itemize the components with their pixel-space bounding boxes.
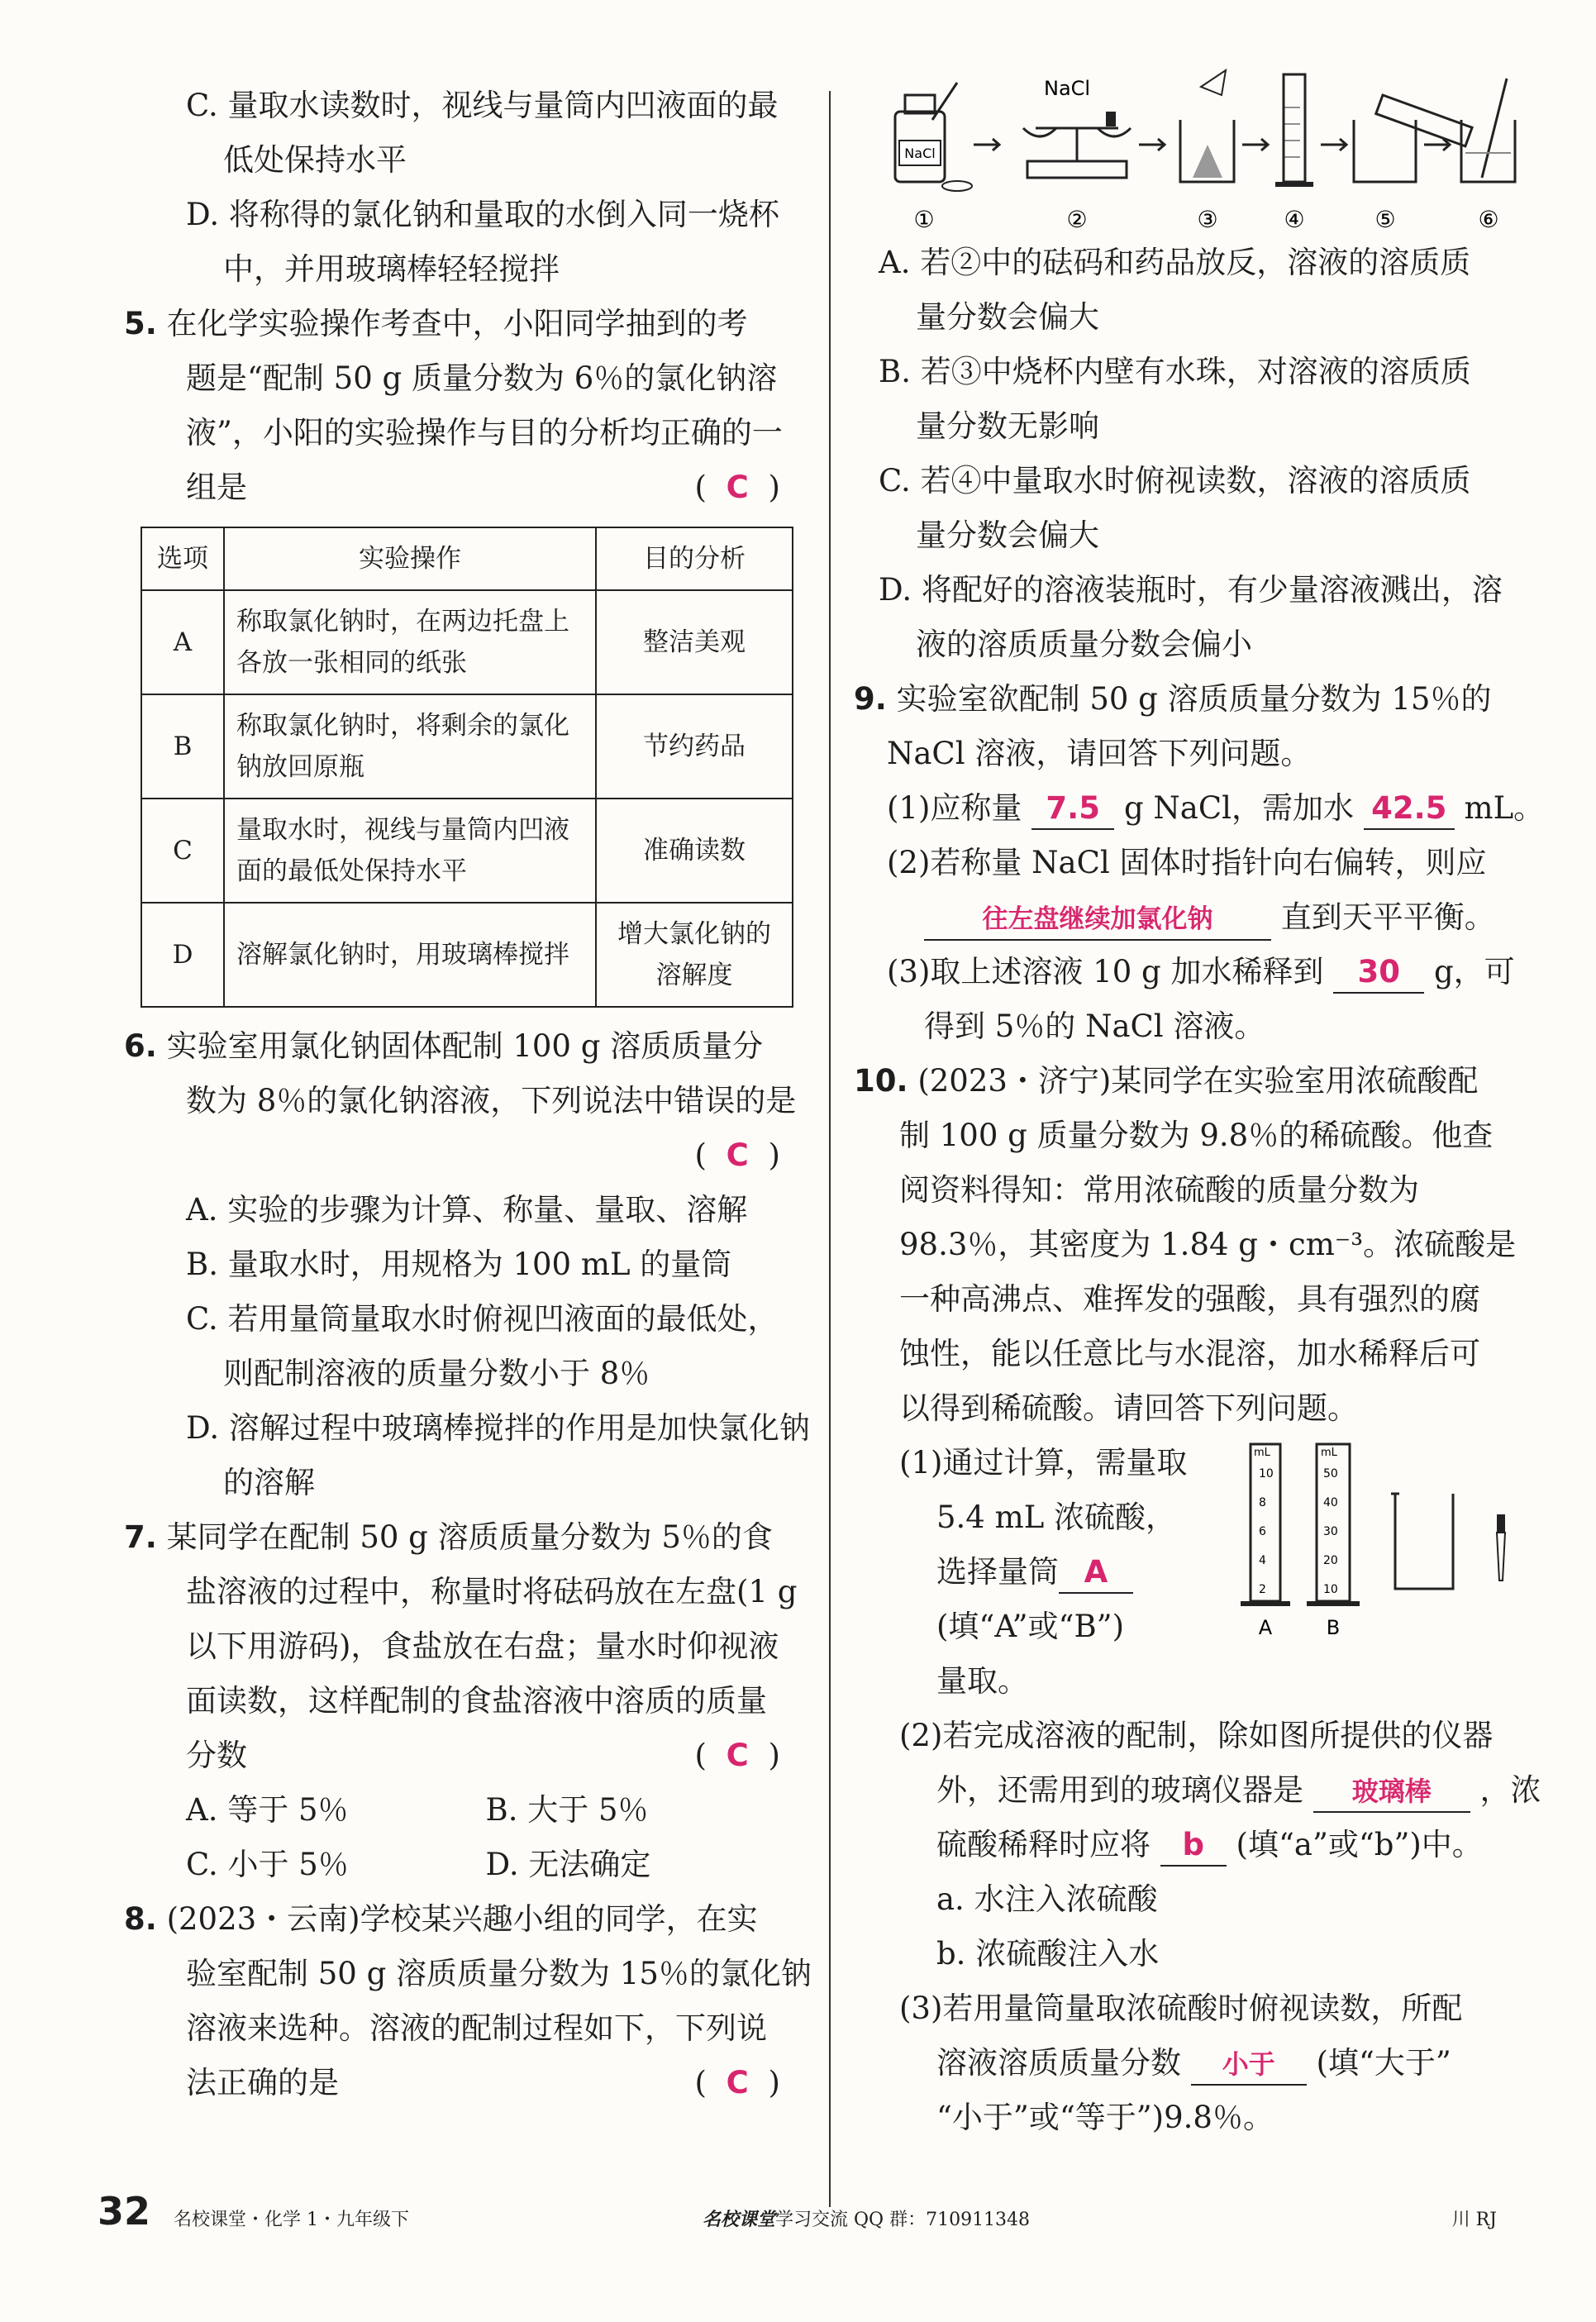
q6-answer: C [726,1137,754,1173]
table-row [141,903,793,1007]
q9-number: 9. [854,681,887,717]
q9-answer-salt: 7.5 [1031,789,1114,830]
cylinder-a-label: A [1258,1616,1273,1639]
q6-number: 6. [124,1028,157,1064]
cylinder-a-tick: 10 [1259,1467,1274,1480]
q7-option-c: C. 小于 5％ [186,1847,349,1882]
q7-option-b: B. 大于 5％ [485,1792,649,1828]
step-label: ⑥ [1478,206,1499,233]
cylinder-a-tick: 6 [1259,1525,1266,1538]
q7-number: 7. [124,1519,157,1555]
q8-option-c-line2: 量分数会偏大 [916,517,1099,553]
q7-stem-line3: 以下用游码)，食盐放在右盘；量水时仰视液 [186,1628,779,1664]
q6-answer-paren: ( C ) [694,1137,785,1173]
q10-option-a: a. 水注入浓硫酸 [936,1881,1158,1917]
table-cell-option: C [141,799,224,903]
q10-answer-order: b [1160,1825,1227,1867]
q10-stem-line3: 阅资料得知：常用浓硫酸的质量分数为 [899,1172,1419,1208]
q10-part3-text2: 溶液溶质质量分数 [936,2045,1181,2081]
q10-answer-cylinder: A [1059,1552,1133,1594]
q5-stem-line4: 组是 [186,470,247,505]
q9-answer-dilute: 30 [1333,952,1424,994]
table-row [141,799,793,903]
q6-option-a: A. 实验的步骤为计算、称量、量取、溶解 [186,1192,748,1228]
q10-answer-glass-rod: 玻璃棒 [1313,1771,1470,1813]
page-footer [0,2189,1596,2239]
q10-part3-text3: (填“大于” [1316,2045,1451,2081]
edition-label: 川 RJ [1451,2210,1497,2230]
table-cell-operation: 溶解氯化钠时，用玻璃棒搅拌 [224,903,596,1007]
right-column [854,77,1545,2145]
cylinder-b-tick: 40 [1323,1496,1338,1509]
q5-number: 5. [124,306,157,341]
cylinder-b-label: B [1326,1616,1341,1639]
q10-stem-line2: 制 100 g 质量分数为 9.8％的稀硫酸。他查 [899,1118,1494,1153]
q5-answer-paren: ( C ) [694,470,785,505]
question-9 [854,672,1545,1054]
q10-part2-text4: 硫酸稀释时应将 [936,1827,1151,1862]
q10-stem-line7: 以得到稀硫酸。请回答下列问题。 [899,1390,1358,1426]
q10-stem-line4: 98.3％，其密度为 1.84 g・cm⁻³。浓硫酸是 [899,1227,1517,1262]
q9-part1-text: (1)应称量 [887,790,1022,826]
q9-part2-text2: 直到天平平衡。 [1280,899,1495,935]
reagent-bottle-icon [895,83,972,191]
question-8 [124,1892,812,2110]
q10-part2-text: (2)若完成溶液的配制，除如图所提供的仪器 [899,1718,1494,1753]
page-number: 32 [98,2189,151,2234]
cylinder-b-tick: 10 [1323,1583,1338,1596]
step-label: ④ [1284,206,1305,233]
q6-option-c-line2: 则配制溶液的质量分数小于 8％ [223,1356,650,1391]
step-label: ② [1066,206,1088,233]
q10-part1-line5: 量取。 [936,1663,1028,1699]
brand-logo: 名校课堂 [703,2209,776,2230]
stirring-beaker-icon [1461,79,1515,182]
q6-stem-line2: 数为 8％的氯化钠溶液，下列说法中错误的是 [186,1083,797,1118]
q4-option-c-line1: C. 量取水读数时，视线与量筒内凹液面的最 [186,88,779,123]
q10-part2-text5: (填“a”或“b”)中。 [1236,1827,1483,1862]
q9-stem-line1: 实验室欲配制 50 g 溶质质量分数为 15％的 [896,681,1492,717]
cylinder-a-tick: 2 [1259,1583,1266,1596]
series-title: 名校课堂・化学 1・九年级下 [174,2210,409,2230]
q10-stem-line5: 一种高沸点、难挥发的强酸，具有强烈的腐 [899,1281,1480,1317]
step-label: ① [913,206,935,233]
q8-stem-line2: 验室配制 50 g 溶质质量分数为 15％的氯化钠 [186,1956,812,1991]
q9-stem-line2: NaCl 溶液，请回答下列问题。 [887,736,1312,771]
q8-answer-paren: ( C ) [694,2065,785,2100]
step-label: ⑤ [1374,206,1396,233]
q8-stem-line1: (2023・云南)学校某兴趣小组的同学，在实 [166,1901,758,1937]
q5-stem-line3: 液”，小阳的实验操作与目的分析均正确的一 [186,415,783,451]
table-cell-goal: 整洁美观 [596,590,793,694]
question-10 [854,1054,1541,2145]
q7-stem-line2: 盐溶液的过程中，称量时将砝码放在左盘(1 g [186,1574,798,1609]
table-cell-goal: 准确读数 [596,799,793,903]
beaker-icon [1391,1494,1453,1589]
question-6 [124,1019,810,1510]
footer-brand [703,2205,1030,2231]
q6-option-d-line2: 的溶解 [223,1465,315,1500]
cylinder-b-tick: 50 [1323,1467,1338,1480]
q8-option-b-line1: B. 若③中烧杯内壁有水珠，对溶液的溶质质 [879,354,1471,389]
table-cell-option: A [141,590,224,694]
cylinder-a-icon [1241,1444,1290,1639]
cylinder-b-tick: 30 [1323,1525,1338,1538]
q10-part1-line4: (填“A”或“B”) [936,1609,1125,1644]
q7-answer-paren: ( C ) [694,1738,785,1773]
q5-table [141,527,793,1008]
q10-stem-line1: (2023・济宁)某同学在实验室用浓硫酸配 [917,1063,1479,1099]
table-row [141,590,793,694]
q8-option-a-line1: A. 若②中的砝码和药品放反，溶液的溶质质 [879,245,1471,280]
table-cell-option: D [141,903,224,1007]
q9-part3-text3: 得到 5％的 NaCl 溶液。 [924,1008,1265,1044]
q10-apparatus-figure [1234,1436,1532,1651]
q10-number: 10. [854,1063,908,1099]
step-label: ③ [1197,206,1218,233]
q10-part1-line2: 5.4 mL 浓硫酸， [936,1500,1177,1535]
q8-option-c-line1: C. 若④中量取水时俯视读数，溶液的溶质质 [879,463,1471,498]
q8-option-b-line2: 量分数无影响 [916,408,1099,444]
q7-stem-line4: 面读数，这样配制的食盐溶液中溶质的质量 [186,1683,767,1719]
qq-group: 学习交流 QQ 群：710911348 [775,2210,1031,2230]
left-column [124,79,812,2110]
table-cell-option: B [141,694,224,799]
q9-answer-balance: 往左盘继续加氯化钠 [924,899,1271,941]
q9-answer-water: 42.5 [1364,789,1455,830]
table-header-goal: 目的分析 [596,527,793,590]
q8-number: 8. [124,1901,157,1937]
table-cell-operation: 称取氯化钠时，在两边托盘上各放一张相同的纸张 [224,590,596,694]
q8-option-d-line2: 液的溶质质量分数会偏小 [916,627,1252,662]
q7-option-d: D. 无法确定 [485,1847,651,1882]
q10-part2-text2: 外，还需用到的玻璃仪器是 [936,1772,1303,1808]
q9-part1-text2: g NaCl，需加水 [1123,790,1354,826]
bottle-label: NaCl [904,145,936,161]
q10-part3-text4: “小于”或“等于”)9.8％。 [936,2100,1274,2135]
q5-stem-line2: 题是“配制 50 g 质量分数为 6％的氯化钠溶 [186,360,778,396]
table-header-row [141,527,793,590]
table-cell-goal: 增大氯化钠的溶解度 [596,903,793,1007]
beaker-funnel-icon [1180,70,1234,182]
q8-option-a-line2: 量分数会偏大 [916,299,1099,335]
cylinder-a-unit: mL [1254,1447,1270,1459]
q4-option-d-line1: D. 将称得的氯化钠和量取的水倒入同一烧杯 [186,197,779,232]
q10-part1-line1: (1)通过计算，需量取 [899,1445,1188,1480]
q10-part2-text3: ，浓 [1479,1772,1541,1808]
q10-part1-line3: 选择量筒 [936,1554,1059,1590]
q7-option-a: A. 等于 5％ [186,1792,349,1828]
table-cell-goal: 节约药品 [596,694,793,799]
table-cell-operation: 量取水时，视线与量筒内凹液面的最低处保持水平 [224,799,596,903]
q7-stem-line5: 分数 [186,1738,247,1773]
graduated-cylinder-icon [1275,74,1313,187]
question-5 [124,297,785,1008]
q10-option-b: b. 浓硫酸注入水 [936,1936,1160,1972]
q10-stem-line6: 蚀性，能以任意比与水混溶，加水稀释后可 [899,1336,1480,1371]
dropper-icon [1497,1514,1505,1581]
q8-stem-line4: 法正确的是 [186,2065,339,2100]
q9-part2-text: (2)若称量 NaCl 固体时指针向右偏转，则应 [887,845,1487,880]
q6-option-d-line1: D. 溶解过程中玻璃棒搅拌的作用是加快氯化钠 [186,1410,810,1446]
q7-answer: C [726,1738,754,1773]
cylinder-b-tick: 20 [1323,1554,1338,1567]
q8-option-d-line1: D. 将配好的溶液装瓶时，有少量溶液溅出，溶 [879,572,1503,608]
cylinder-a-tick: 8 [1259,1496,1266,1509]
question-7 [124,1510,798,1892]
figure-nacl-label: NaCl [1044,77,1091,100]
cylinder-b-icon [1307,1444,1360,1639]
table-header-operation: 实验操作 [224,527,596,590]
q9-part3-text: (3)取上述溶液 10 g 加水稀释到 [887,954,1324,989]
cylinder-b-unit: mL [1321,1447,1337,1459]
q6-option-b: B. 量取水时，用规格为 100 mL 的量筒 [186,1247,732,1282]
q6-option-c-line1: C. 若用量筒量取水时俯视凹液面的最低处， [186,1301,779,1337]
q9-part1-text3: mL。 [1464,790,1545,826]
solution-preparation-figure [854,62,1532,236]
pouring-beaker-icon [1354,95,1472,182]
q7-stem-line1: 某同学在配制 50 g 溶质质量分数为 5％的食 [166,1519,773,1555]
table-row [141,694,793,799]
q4-option-d-line2: 中，并用玻璃棒轻轻搅拌 [223,251,560,287]
q5-stem-line1: 在化学实验操作考查中，小阳同学抽到的考 [166,306,748,341]
q9-part3-text2: g，可 [1434,954,1515,989]
table-header-option: 选项 [141,527,224,590]
table-cell-operation: 称取氯化钠时，将剩余的氯化钠放回原瓶 [224,694,596,799]
q10-part3-text: (3)若用量筒量取浓硫酸时俯视读数，所配 [899,1991,1463,2026]
q8-stem-line3: 溶液来选种。溶液的配制过程如下，下列说 [186,2010,767,2046]
q8-answer: C [726,2065,754,2100]
balance-icon [1023,77,1131,178]
q4-option-c-line2: 低处保持水平 [223,142,407,178]
q10-answer-less: 小于 [1191,2044,1307,2086]
q6-stem-line1: 实验室用氯化钠固体配制 100 g 溶质质量分 [166,1028,764,1064]
column-divider [829,91,831,2207]
q5-answer: C [726,470,754,505]
cylinder-a-tick: 4 [1259,1554,1266,1567]
